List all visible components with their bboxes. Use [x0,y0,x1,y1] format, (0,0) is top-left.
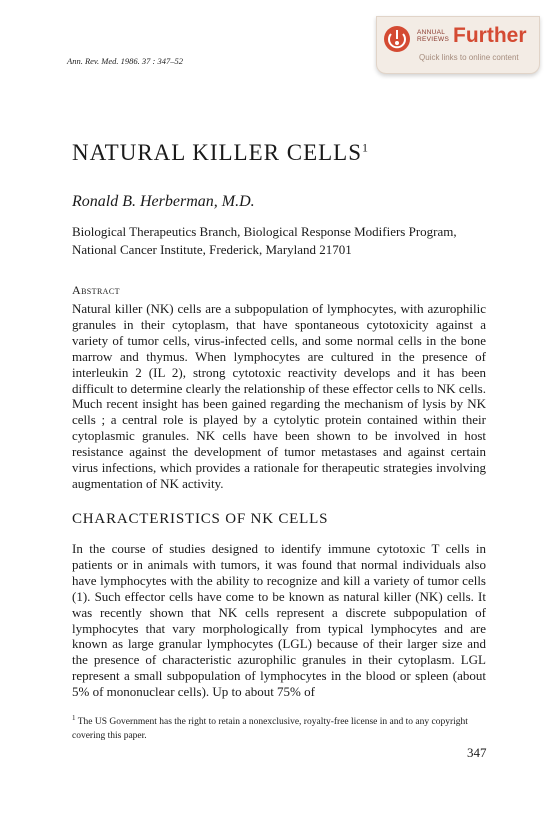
author-name: Ronald B. Herberman, M.D. [72,193,255,210]
section-heading: CHARACTERISTICS OF NK CELLS [72,511,329,527]
further-links-widget[interactable] [376,16,540,74]
footnote-mark: 1 [72,714,76,722]
abstract-heading: Abstract [72,283,120,297]
page-number: 347 [467,745,487,760]
title-footnote-mark: 1 [362,140,369,155]
article-title: NATURAL KILLER CELLS$^1$ [72,140,369,165]
annual-reviews-logo-icon [383,25,411,53]
further-subtitle: Quick links to online content [419,53,519,62]
journal-citation: Ann. Rev. Med. 1986. 37 : 347–52 [67,56,183,66]
further-wordmark: Further [453,24,527,47]
abstract-text: Natural killer (NK) cells are a subpopulation of lymphocytes, with azurophilic granules in their cytoplasm, that have spontaneous cytotoxicity against a variety of tumor cells, virus-infected cells, and some normal cells in the bone marrow and thymus. When lymphocytes are cultured in the presence of interleukin 2 (IL 2), strong cytotoxic reactivity develops and it has been difficult to determine clearly the relationship of these effector cells to NK cells. Much recent insight has been gained regarding the mechanism of lysis by NK cells ; a central role is played by a cytolytic protein contained within their cytoplasmic granules. NK cells have been shown to be involved in host resistance against the development of tumor metastases and against certain virus infections, which provides a rationale for therapeutic strategies involving augmentation of NK activity. [72,301,486,491]
section-body-text: In the course of studies designed to identify immune cytotoxic T cells in patients or in animals with tumors, it was found that normal individuals also have lymphocytes with the ability to recognize and kill a variety of tumor cells (1). Such effector cells have come to be known as natural killer (NK) cells. It was recently shown that NK cells represent a discrete subpopulation of lymphocytes that vary morphologically from typical lymphocytes and are known as large granular lymphocytes (LGL) because of their larger size and the presence of characteristic azurophilic granules in their cytoplasm. LGL represent a small subpopulation of lymphocytes in the blood or spleen (about 5% of mononuclear cells). Up to about 75% of [72,541,486,700]
footnote: $^1$ The US Government has the right to retain a nonexclusive, royalty-free license in and to any copyright covering this paper. [72,714,468,741]
annual-reviews-wordmark: ANNUAL REVIEWS [417,29,450,43]
affiliation: Biological Therapeutics Branch, Biological Response Modifiers Program, National Cancer Institute, Frederick, Maryland 21701 [72,224,457,257]
